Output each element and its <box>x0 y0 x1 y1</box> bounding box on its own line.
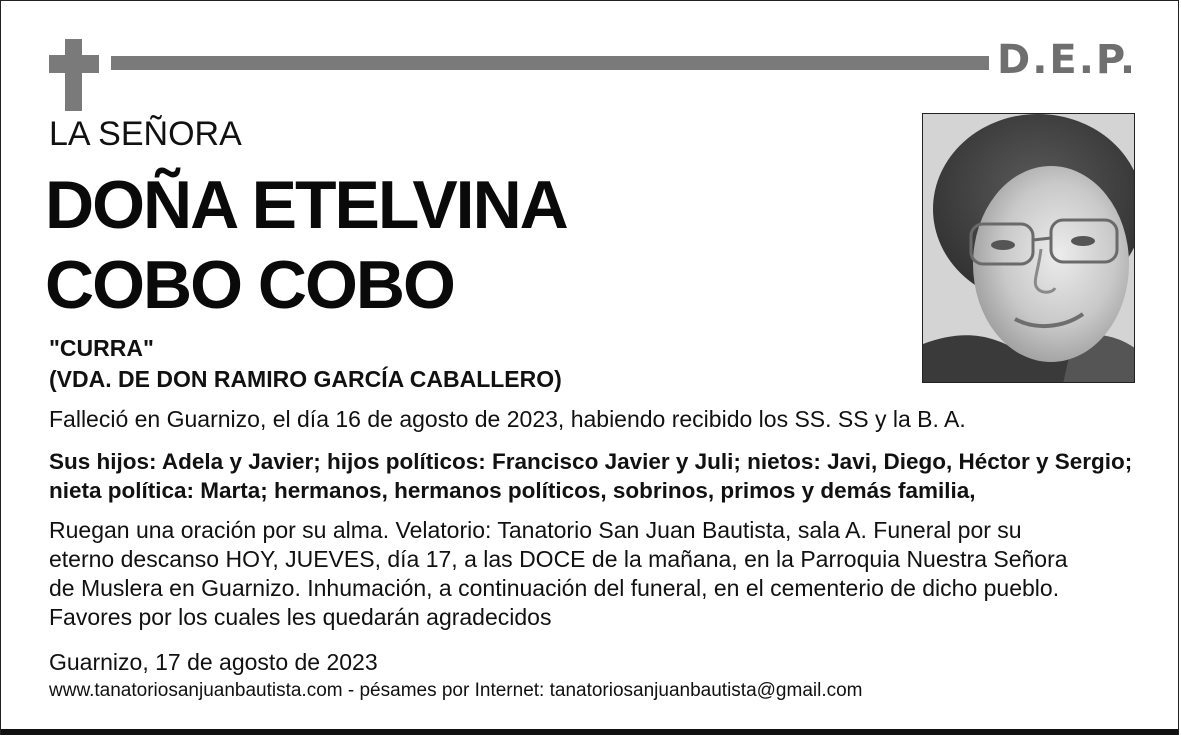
website-contact-line[interactable]: www.tanatoriosanjuanbautista.com - pésames por Internet: tanatoriosanjuanbautista@gmail.com <box>49 680 863 701</box>
ceremony-line: Favores por los cuales les quedarán agradecidos <box>49 604 552 630</box>
death-notice: Falleció en Guarnizo, el día 16 de agosto de 2023, habiendo recibido los SS. SS y la B. A. <box>49 406 966 432</box>
family-paragraph <box>49 447 1149 505</box>
widow-of: (VDA. DE DON RAMIRO GARCÍA CABALLERO) <box>49 366 562 392</box>
ceremony-line: Ruegan una oración por su alma. Velatorio: Tanatorio San Juan Bautista, sala A. Funeral por su <box>49 517 1022 543</box>
nickname: "CURRA" <box>49 335 154 361</box>
place-date: Guarnizo, 17 de agosto de 2023 <box>49 649 378 675</box>
intro-label: LA SEÑORA <box>49 115 242 153</box>
dep-label: D.E.P. <box>997 37 1138 83</box>
cross-icon <box>49 39 99 111</box>
portrait-photo <box>922 113 1135 383</box>
ceremony-paragraph <box>49 516 1149 632</box>
header-rule <box>111 56 989 70</box>
portrait-image <box>923 114 1135 383</box>
deceased-name-line1: DOÑA ETELVINA <box>45 167 567 243</box>
ceremony-line: eterno descanso HOY, JUEVES, día 17, a las DOCE de la mañana, en la Parroquia Nuestra Señora <box>49 546 1068 572</box>
family-line: nieta política: Marta; hermanos, hermanos políticos, sobrinos, primos y demás familia, <box>49 478 976 503</box>
deceased-name-line2: COBO COBO <box>45 247 454 323</box>
bottom-rule <box>1 729 1178 735</box>
ceremony-line: de Muslera en Guarnizo. Inhumación, a continuación del funeral, en el cementerio de dicho pueblo. <box>49 575 1060 601</box>
family-line: Sus hijos: Adela y Javier; hijos políticos: Francisco Javier y Juli; nietos: Javi, Diego, Héctor y Sergio; <box>49 449 1133 474</box>
